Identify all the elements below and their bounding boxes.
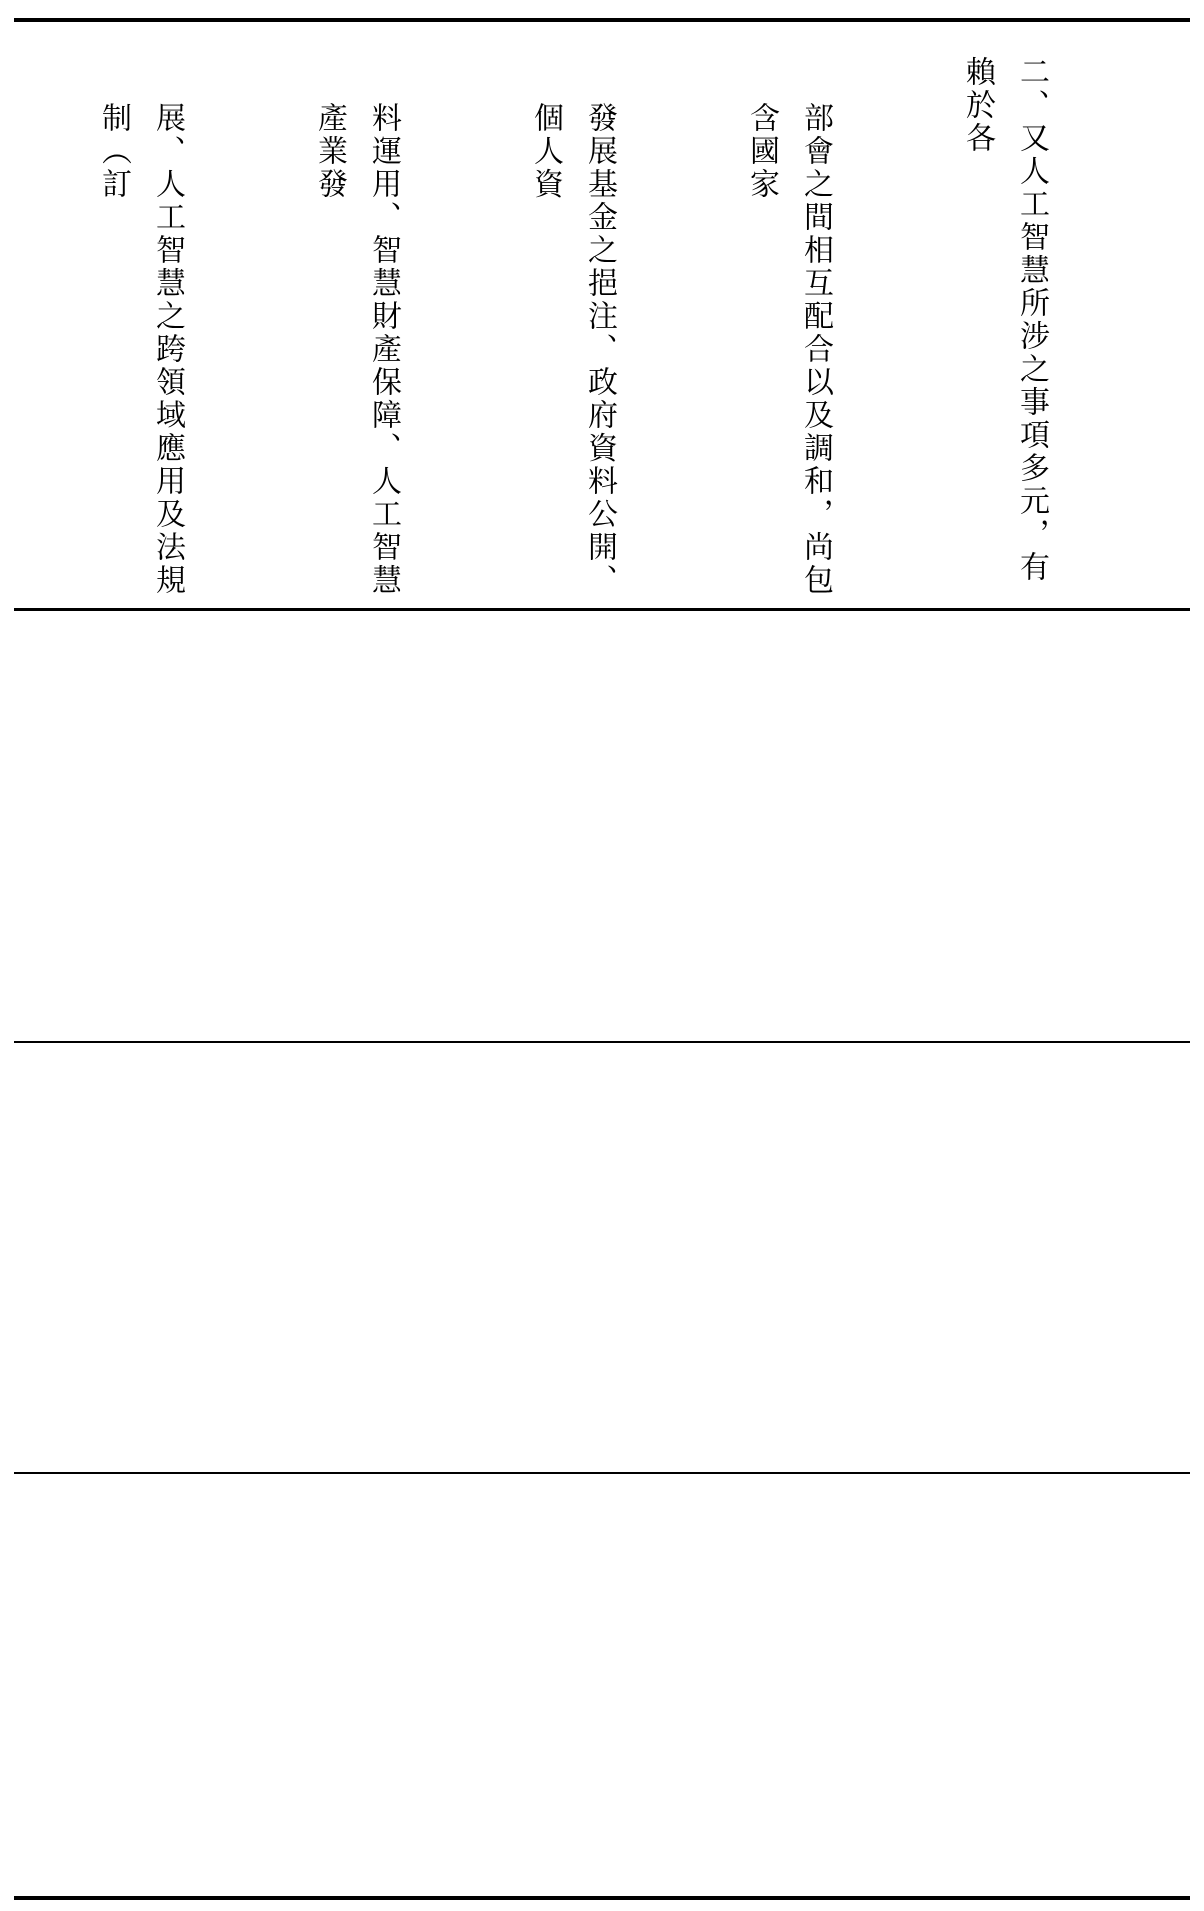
row-divider (14, 608, 1190, 611)
table-bottom-rule (14, 1896, 1190, 1900)
text-column: 二、又人工智慧所涉之事項多元，有賴於各 (960, 56, 1049, 584)
row-divider (14, 1472, 1190, 1474)
text-column: 發展基金之挹注、政府資料公開、個人資 (528, 102, 617, 597)
row-divider (14, 1041, 1190, 1043)
text-column: 部會之間相互配合以及調和，尚包含國家 (744, 102, 833, 597)
text-column: 料運用、智慧財產保障、人工智慧產業發 (312, 102, 401, 597)
vertical-text-block (0, 56, 1166, 616)
text-column: 展、人工智慧之跨領域應用及法規制（訂 (96, 102, 185, 597)
explanation-cell (14, 22, 1190, 608)
